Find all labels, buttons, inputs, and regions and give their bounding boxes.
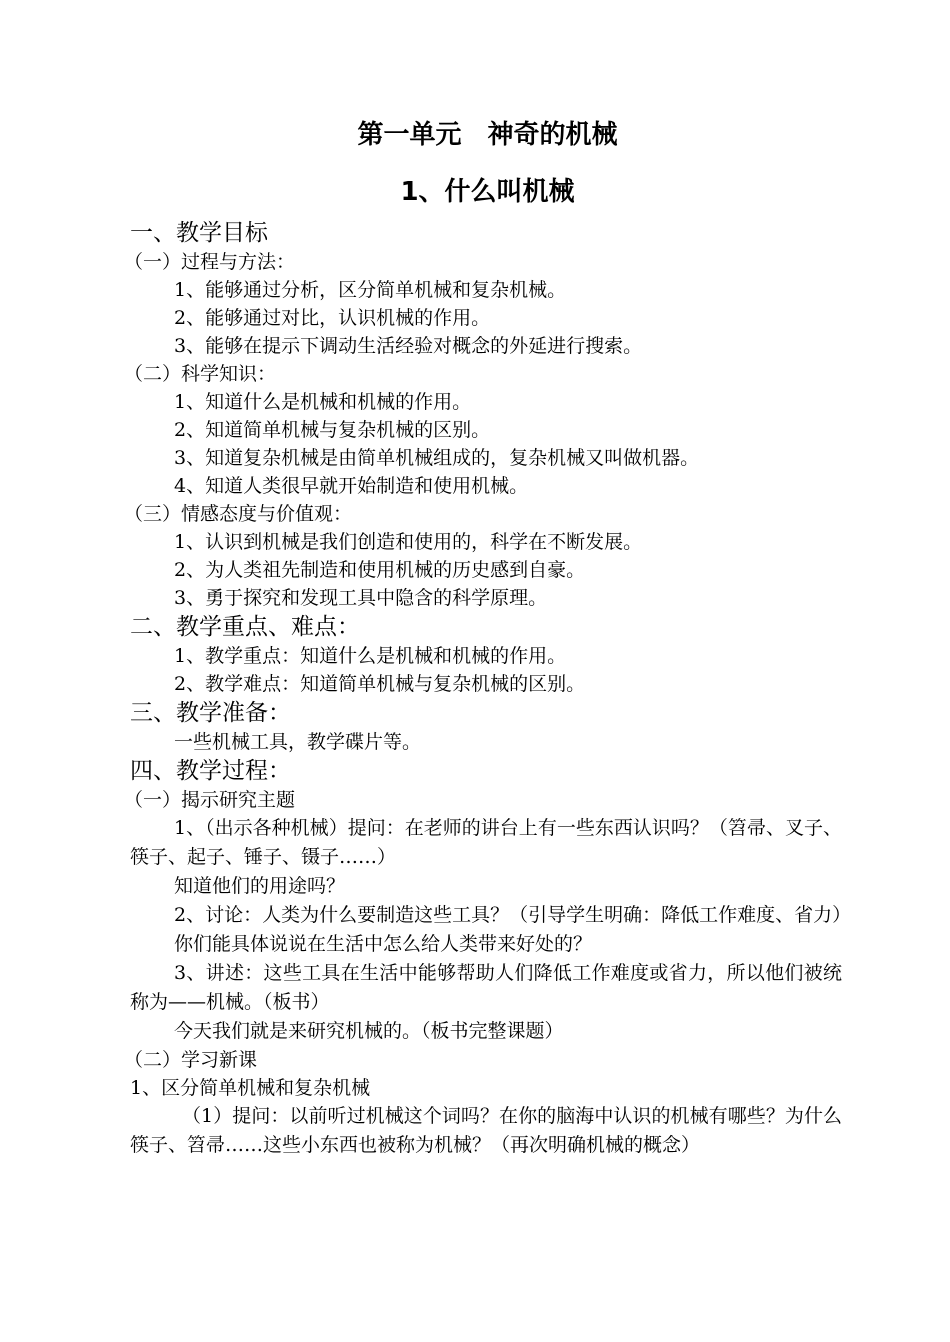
document-body [124,218,852,1160]
step-heading: 1、区分简单机械和复杂机械 [130,1077,371,1099]
list-item: 1、知道什么是机械和机械的作用。 [174,391,472,413]
subsection-label: （三）情感态度与价值观： [124,503,353,525]
paragraph: （1）提问：以前听过机械这个词吗？在你的脑海中认识的机械有哪些？为什么筷子、笤帚……这些小东西也被称为机械？（再次明确机械的概念） [130,1105,842,1156]
subsection-label: （一）揭示研究主题 [124,789,296,811]
list-item: 2、为人类祖先制造和使用机械的历史感到自豪。 [174,559,586,581]
list-item: 1、能够通过分析，区分简单机械和复杂机械。 [174,279,567,301]
list-item: 2、教学难点：知道简单机械与复杂机械的区别。 [174,673,586,695]
paragraph: 3、讲述：这些工具在生活中能够帮助人们降低工作难度或省力，所以他们被统称为——机械。（板书） [130,962,842,1013]
paragraph: 你们能具体说说在生活中怎么给人类带来好处的？ [174,933,593,955]
section-heading-key-points: 二、教学重点、难点： [130,614,360,640]
section-heading-process: 四、教学过程： [130,758,291,784]
list-item: 2、能够通过对比，认识机械的作用。 [174,307,491,329]
section-heading-objectives: 一、教学目标 [130,220,268,246]
list-item: 3、能够在提示下调动生活经验对概念的外延进行搜索。 [174,335,643,357]
lesson-title: 1、什么叫机械 [400,177,575,207]
unit-title: 第一单元 神奇的机械 [357,120,618,150]
list-item: 4、知道人类很早就开始制造和使用机械。 [174,475,529,497]
subsection-label: （二）学习新课 [124,1049,258,1071]
list-item: 3、勇于探究和发现工具中隐含的科学原理。 [174,587,548,609]
paragraph: 2、讨论：人类为什么要制造这些工具？（引导学生明确：降低工作难度、省力） [174,904,852,926]
list-item: 3、知道复杂机械是由简单机械组成的，复杂机械又叫做机器。 [174,447,700,469]
subsection-label: （二）科学知识： [124,363,277,385]
paragraph: 今天我们就是来研究机械的。（板书完整课题） [174,1020,564,1042]
section-heading-preparation: 三、教学准备： [130,700,291,726]
list-item: 1、认识到机械是我们创造和使用的，科学在不断发展。 [174,531,643,553]
list-item: 1、教学重点：知道什么是机械和机械的作用。 [174,645,567,667]
paragraph: 知道他们的用途吗？ [174,875,346,897]
subsection-label: （一）过程与方法： [124,251,296,273]
paragraph: 一些机械工具，教学碟片等。 [174,731,422,753]
paragraph: 1、（出示各种机械）提问：在老师的讲台上有一些东西认识吗？（笤帚、叉子、筷子、起子、锤子、镊子……） [130,817,842,868]
list-item: 2、知道简单机械与复杂机械的区别。 [174,419,491,441]
